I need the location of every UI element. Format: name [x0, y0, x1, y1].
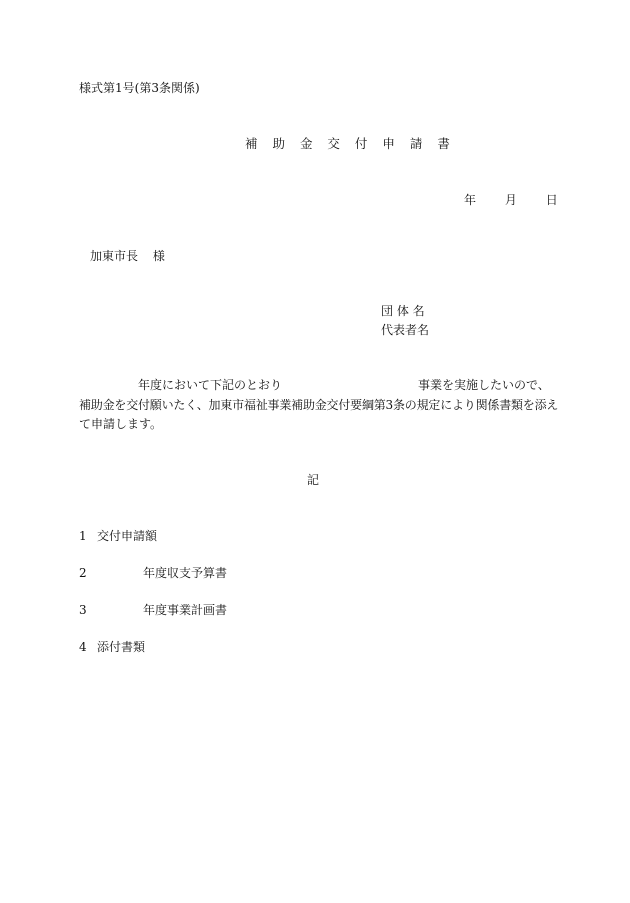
addressee-name: 加東市長 [90, 249, 139, 263]
list-item [79, 567, 227, 579]
addressee-honorific: 様 [152, 249, 165, 263]
list-item-number: 2 [79, 566, 87, 580]
document-title: 補 助 金 交 付 申 請 書 [245, 136, 456, 151]
date-year-label: 年 [464, 193, 477, 207]
list-item-text: 年度事業計画書 [143, 603, 228, 617]
list-item [79, 641, 145, 653]
applicant-organization-label: 団 体 名 [381, 304, 425, 318]
list-item-number: 4 [79, 640, 87, 654]
body-text-line1-part2: 事業を実施したいので、 [418, 378, 550, 392]
body-text-line1-part1: 年度において下記のとおり [138, 378, 283, 392]
ki-heading: 記 [307, 473, 320, 487]
list-item [79, 604, 227, 616]
body-text-line2: 補助金を交付願いたく、加東市福祉事業補助金交付要綱第3条の規定により関係書類を添え [79, 398, 559, 412]
list-item-text: 添付書類 [97, 640, 146, 654]
list-item-number: 1 [79, 529, 87, 543]
list-item-number: 3 [79, 603, 87, 617]
date-line [464, 194, 558, 206]
list-item-text: 交付申請額 [97, 529, 158, 543]
list-item-text: 年度収支予算書 [143, 566, 228, 580]
form-number: 様式第1号(第3条関係) [79, 81, 200, 95]
date-month-label: 月 [504, 193, 517, 207]
applicant-representative-label: 代表者名 [381, 323, 430, 337]
body-text-line3: て申請します。 [79, 417, 163, 431]
list-item [79, 530, 157, 542]
date-day-label: 日 [545, 193, 558, 207]
addressee [90, 250, 165, 262]
